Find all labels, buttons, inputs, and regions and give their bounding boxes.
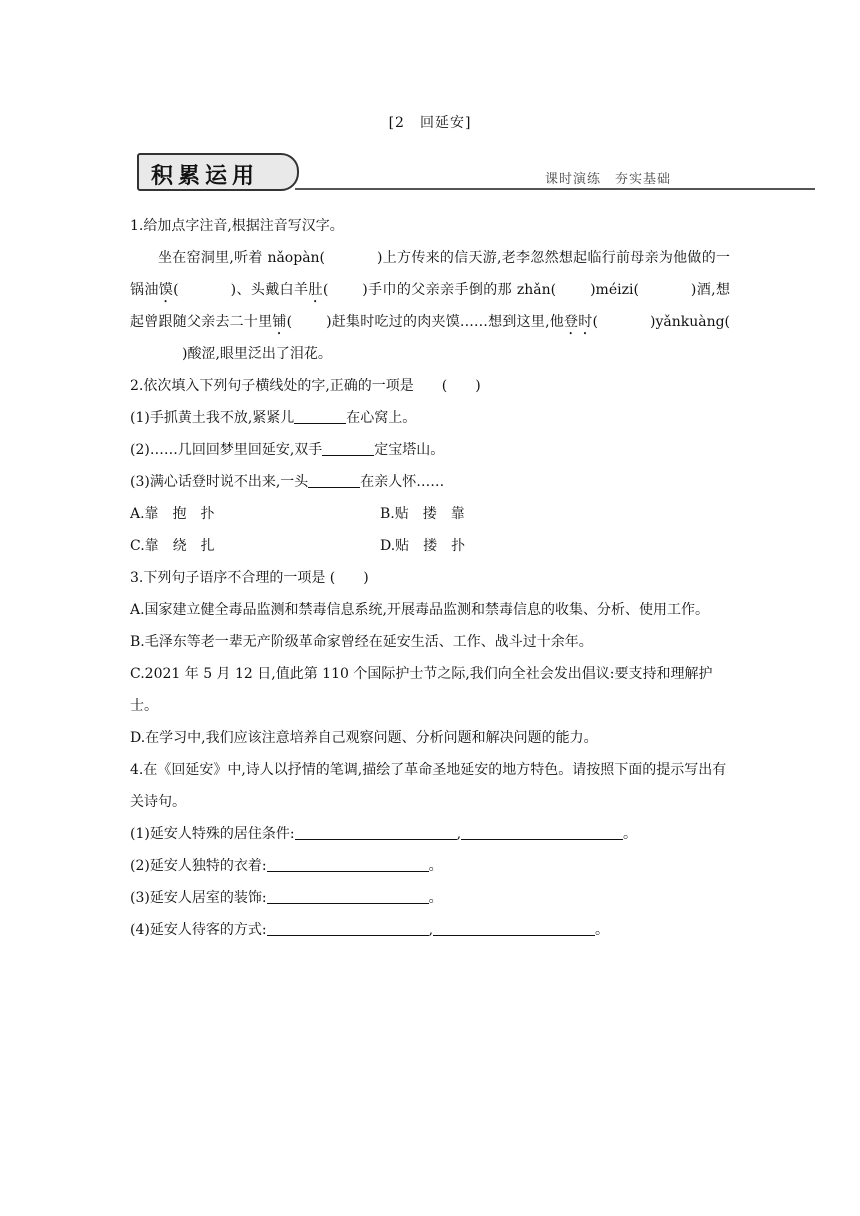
question-4-item-1 bbox=[130, 818, 730, 850]
passage-text: ( bbox=[322, 282, 329, 298]
options-row-1 bbox=[130, 498, 730, 530]
dotted-char: 登时 bbox=[564, 314, 593, 330]
item-label: (3)延安人居室的装饰: bbox=[130, 890, 267, 906]
period: 。 bbox=[428, 890, 443, 906]
question-3-stem: 3.下列句子语序不合理的一项是 ( ) bbox=[130, 570, 369, 586]
sentence-text: 在亲人怀…… bbox=[360, 474, 445, 490]
passage-text: )酸涩,眼里泛出了泪花。 bbox=[182, 346, 332, 362]
sentence-text: 定宝塔山。 bbox=[374, 442, 445, 458]
question-4-stem: 4.在《回延安》中,诗人以抒情的笔调,描绘了革命圣地延安的地方特色。请按照下面的提示写出有关诗句。 bbox=[130, 762, 727, 810]
question-2-sentence-2 bbox=[130, 434, 730, 466]
dotted-char: 馍 bbox=[158, 282, 174, 298]
banner-subtitle: 课时演练 夯实基础 bbox=[544, 172, 671, 187]
question-2-sentence-3 bbox=[130, 466, 730, 498]
passage-text: 坐在窑洞里,听着 nǎopàn( bbox=[158, 250, 326, 266]
question-4-item-3 bbox=[130, 882, 730, 914]
item-label: (2)延安人独特的衣着: bbox=[130, 858, 267, 874]
dotted-char: 铺 bbox=[272, 314, 287, 330]
fill-line[interactable] bbox=[267, 887, 429, 904]
option-a[interactable]: A.靠 抱 扑 bbox=[130, 506, 215, 522]
sentence-text: (2)……几回回梦里回延安,双手 bbox=[130, 442, 323, 458]
exercise-content bbox=[130, 210, 730, 946]
period: 。 bbox=[623, 826, 638, 842]
sentence-text: (1)手抓黄土我不放,紧紧儿 bbox=[130, 410, 295, 426]
question-2-sentence-1 bbox=[130, 402, 730, 434]
sentence-text: 在心窝上。 bbox=[346, 410, 417, 426]
passage-text: )手巾的父亲亲手倒的那 zhǎn( bbox=[362, 282, 557, 298]
question-3-option-c[interactable]: C.2021 年 5 月 12 日,值此第 110 个国际护士节之际,我们向全社会发出倡议:要支持和理解护士。 bbox=[130, 666, 713, 714]
dotted-char: 肚 bbox=[308, 282, 323, 298]
banner-label: 积累运用 bbox=[151, 164, 260, 189]
page-title: [2 回延安] bbox=[388, 115, 472, 131]
passage-text: )赶集时吃过的肉夹馍……想到这里,他 bbox=[326, 314, 565, 330]
fill-line bbox=[322, 439, 374, 456]
sentence-text: (3)满心话登时说不出来,一头 bbox=[130, 474, 309, 490]
passage-text: )yǎnkuàng( bbox=[650, 314, 731, 330]
fill-line[interactable] bbox=[267, 855, 429, 872]
question-1-passage bbox=[130, 242, 730, 370]
fill-line bbox=[294, 407, 346, 424]
comma: , bbox=[456, 826, 462, 842]
item-label: (1)延安人特殊的居住条件: bbox=[130, 826, 295, 842]
question-3-option-d[interactable]: D.在学习中,我们应该注意培养自己观察问题、分析问题和解决问题的能力。 bbox=[130, 730, 598, 746]
options-row-2 bbox=[130, 530, 730, 562]
option-c[interactable]: C.靠 绕 扎 bbox=[130, 538, 215, 554]
passage-text: )上方传来的信天游,老李忽然想起临行前母亲为他做的一锅油 bbox=[130, 250, 730, 298]
option-d[interactable]: D.贴 搂 扑 bbox=[380, 538, 466, 554]
passage-text: )méizi( bbox=[590, 282, 639, 298]
passage-text: )酒,想起曾跟随父亲去二十里 bbox=[130, 282, 730, 330]
banner-box bbox=[137, 153, 299, 191]
question-1-stem: 1.给加点字注音,根据注音写汉字。 bbox=[130, 218, 344, 234]
item-label: (4)延安人待客的方式: bbox=[130, 922, 267, 938]
passage-text: ( bbox=[173, 282, 179, 298]
question-3-option-a[interactable]: A.国家建立健全毒品监测和禁毒信息系统,开展毒品监测和禁毒信息的收集、分析、使用工作。 bbox=[130, 602, 710, 618]
question-3-option-b[interactable]: B.毛泽东等老一辈无产阶级革命家曾经在延安生活、工作、战斗过十余年。 bbox=[130, 634, 593, 650]
passage-text: )、头戴白羊 bbox=[230, 282, 309, 298]
fill-line[interactable] bbox=[461, 823, 623, 840]
banner-rule bbox=[295, 188, 815, 190]
option-b[interactable]: B.贴 搂 靠 bbox=[380, 506, 465, 522]
period: 。 bbox=[428, 858, 443, 874]
comma: , bbox=[428, 922, 434, 938]
question-4-item-4 bbox=[130, 914, 730, 946]
passage-text: ( bbox=[286, 314, 293, 330]
passage-text: ( bbox=[592, 314, 598, 330]
question-4-item-2 bbox=[130, 850, 730, 882]
fill-line[interactable] bbox=[433, 919, 595, 936]
section-banner bbox=[137, 153, 677, 193]
fill-line bbox=[308, 471, 360, 488]
fill-line[interactable] bbox=[295, 823, 457, 840]
period: 。 bbox=[595, 922, 610, 938]
question-2-stem: 2.依次填入下列句子横线处的字,正确的一项是 ( ) bbox=[130, 378, 481, 394]
fill-line[interactable] bbox=[267, 919, 429, 936]
